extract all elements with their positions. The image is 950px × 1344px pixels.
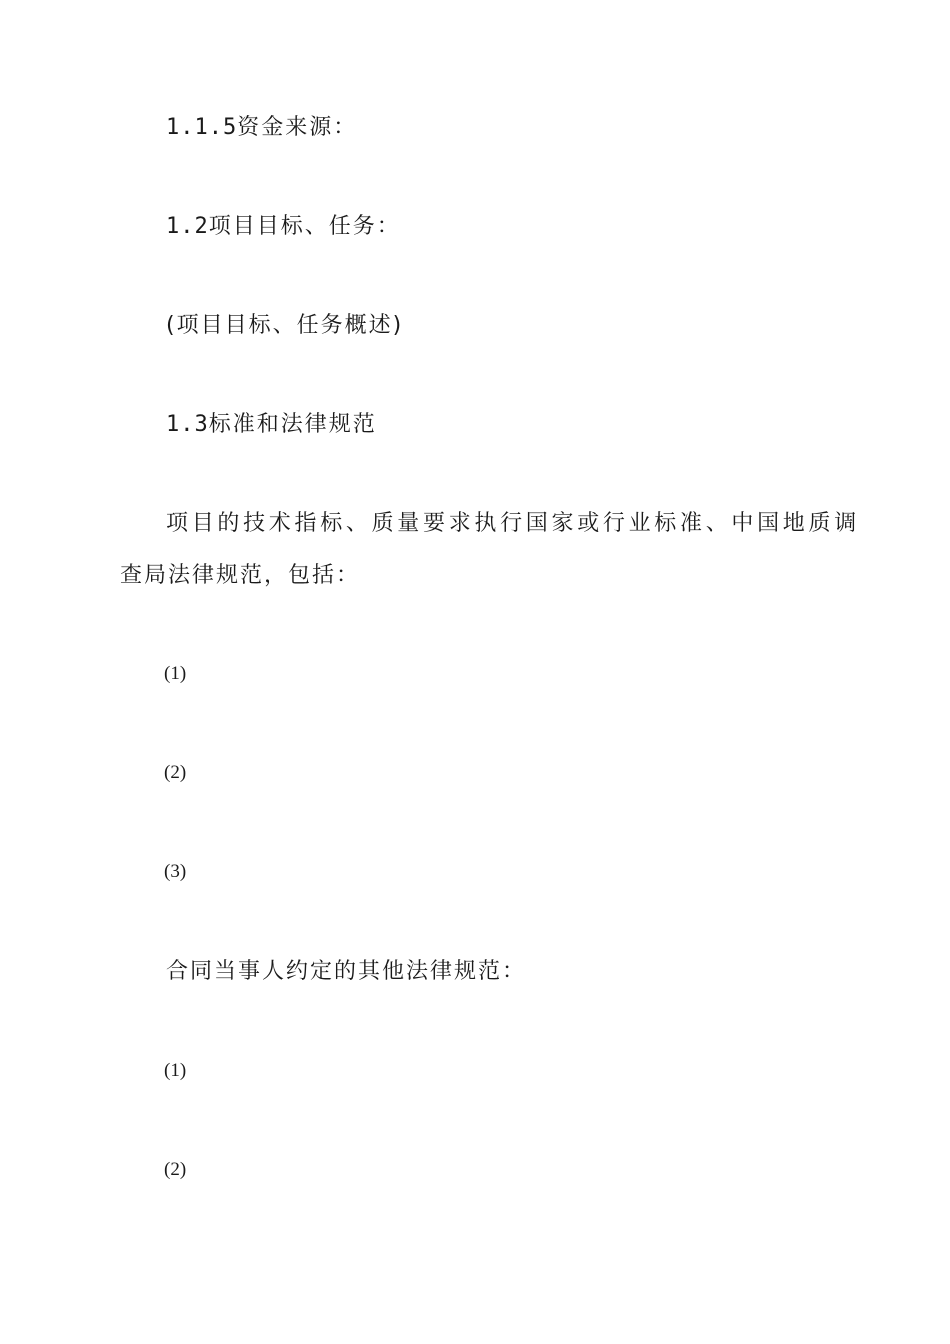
paragraph-line: 项目的技术指标、质量要求执行国家或行业标准、中国地质调 bbox=[166, 511, 860, 536]
section-number: 1.3 bbox=[166, 412, 209, 437]
list-item: (2) bbox=[164, 762, 187, 783]
section-title: 标准和法律规范 bbox=[208, 412, 377, 437]
list-item: (2) bbox=[164, 1159, 187, 1180]
other-norms-heading: 合同当事人约定的其他法律规范： bbox=[166, 959, 527, 984]
section-title: 项目目标、任务： bbox=[208, 214, 401, 239]
list-item: (1) bbox=[164, 1060, 187, 1081]
section-number: 1.1.5 bbox=[166, 115, 238, 140]
objective-placeholder: (项目目标、任务概述) bbox=[166, 313, 404, 338]
section-1-3-heading bbox=[166, 410, 377, 440]
section-title: 资金来源： bbox=[237, 115, 358, 140]
section-1-1-5-heading bbox=[166, 113, 357, 143]
list-item: (1) bbox=[164, 663, 187, 684]
list-item: (3) bbox=[164, 861, 187, 882]
paragraph-line: 查局法律规范，包括： bbox=[120, 563, 361, 588]
section-number: 1.2 bbox=[166, 214, 209, 239]
section-1-2-heading bbox=[166, 212, 401, 242]
